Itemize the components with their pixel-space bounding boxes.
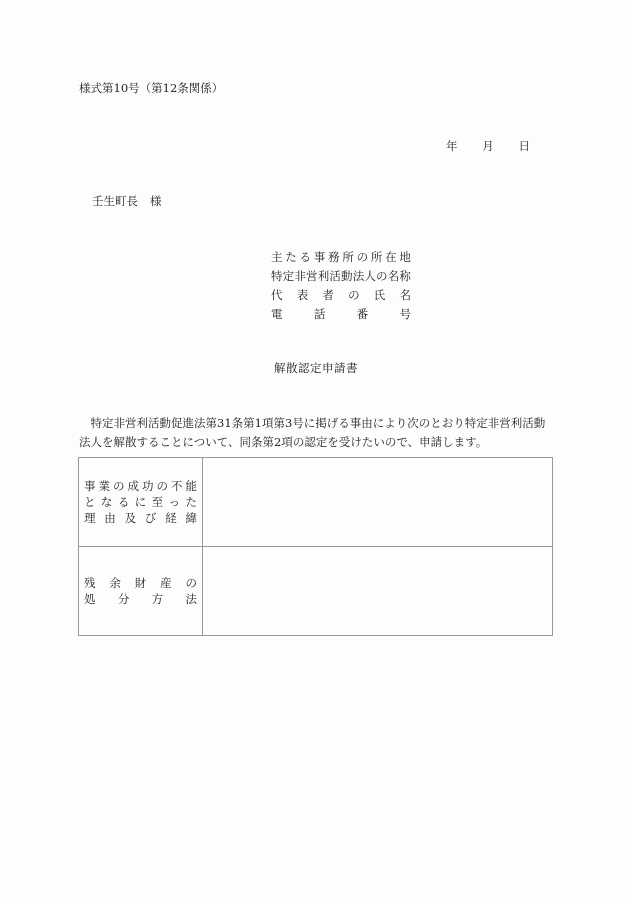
label-char: に <box>134 495 147 509</box>
asset-disposal-label-cell <box>79 547 203 636</box>
label-char: 地 <box>399 250 411 264</box>
label-char: 所 <box>370 250 383 264</box>
label-char: 所 <box>342 250 354 264</box>
body-line-2: 法人を解散することについて、同条第2項の認定を受けたいので、申請します。 <box>79 435 488 449</box>
applicant-representative-name <box>271 286 411 305</box>
reason-label-cell <box>79 458 203 547</box>
label-char: 法 <box>352 269 365 283</box>
label-char: 理 <box>84 511 96 525</box>
label-char: び <box>144 511 157 525</box>
label-char: 財 <box>134 576 147 590</box>
label-char: の <box>185 576 197 590</box>
label-char: 利 <box>317 269 330 283</box>
application-table <box>78 457 553 636</box>
label-char: 法 <box>185 592 197 606</box>
label-line <box>84 575 197 591</box>
applicant-phone-number <box>271 305 411 324</box>
label-char: の <box>356 250 369 264</box>
label-char: た <box>285 250 297 264</box>
label-char: 残 <box>84 576 96 590</box>
label-char: 号 <box>399 307 411 321</box>
label-char: 非 <box>294 269 306 283</box>
label-char: 業 <box>98 479 110 493</box>
addressee-honorific: 様 <box>150 194 162 208</box>
label-char: 余 <box>109 576 121 590</box>
label-char: 及 <box>124 511 137 525</box>
label-char: 定 <box>282 269 295 283</box>
label-char: 成 <box>127 479 139 493</box>
label-char: 代 <box>271 288 283 302</box>
body-line-1: 特定非営利活動促進法第31条第1項第3号に掲げる事由により次のとおり特定非営利活動 <box>90 416 546 430</box>
label-char: 者 <box>322 288 334 302</box>
applicant-office-address <box>271 248 411 267</box>
document-title: 解散認定申請書 <box>274 361 358 375</box>
label-char: な <box>100 495 113 509</box>
table-row-reason <box>79 458 553 547</box>
label-char: 活 <box>329 269 341 283</box>
label-char: 由 <box>104 511 116 525</box>
label-char: の <box>348 288 360 302</box>
label-char: 能 <box>185 479 197 493</box>
applicant-corporation-name <box>271 267 411 286</box>
addressee <box>92 193 162 209</box>
label-char: の <box>376 269 388 283</box>
label-char: 番 <box>356 307 369 321</box>
label-char: 表 <box>296 288 309 302</box>
label-char: 至 <box>151 495 164 509</box>
label-char: る <box>117 495 130 509</box>
label-char: 経 <box>165 511 177 525</box>
label-char: る <box>299 250 312 264</box>
label-char: 事 <box>84 479 96 493</box>
label-char: 分 <box>117 592 130 606</box>
label-char: の <box>113 479 125 493</box>
label-line <box>84 591 197 607</box>
label-char: 営 <box>306 269 318 283</box>
label-char: と <box>84 495 96 509</box>
label-line <box>84 510 197 526</box>
label-char: 功 <box>142 479 154 493</box>
label-char: 方 <box>151 592 164 606</box>
label-char: 主 <box>271 250 283 264</box>
addressee-name: 壬生町長 <box>92 194 138 208</box>
form-number: 様式第10号（第12条関係） <box>79 81 224 95</box>
label-line <box>84 478 197 494</box>
date-line <box>446 138 530 154</box>
reason-value-field[interactable] <box>203 458 553 547</box>
label-char: 動 <box>341 269 353 283</box>
year-label: 年 <box>446 139 458 153</box>
label-char: 処 <box>84 592 96 606</box>
label-char: っ <box>168 495 181 509</box>
month-label: 月 <box>482 139 494 153</box>
label-char: た <box>185 495 197 509</box>
label-char: 緯 <box>185 511 197 525</box>
table-row-asset-disposal <box>79 547 553 636</box>
label-char: の <box>156 479 168 493</box>
day-label: 日 <box>518 139 530 153</box>
label-char: 不 <box>171 479 183 493</box>
label-char: 特 <box>271 269 283 283</box>
label-char: 人 <box>364 269 376 283</box>
label-char: 氏 <box>373 288 386 302</box>
label-line <box>84 494 197 510</box>
label-char: 事 <box>313 250 326 264</box>
applicant-block <box>271 248 411 324</box>
label-char: 名 <box>387 269 400 283</box>
label-char: 在 <box>385 250 397 264</box>
label-char: 称 <box>399 269 411 283</box>
asset-disposal-value-field[interactable] <box>203 547 553 636</box>
document-body <box>79 414 555 452</box>
label-char: 電 <box>271 307 283 321</box>
label-char: 産 <box>160 576 172 590</box>
label-char: 務 <box>328 250 340 264</box>
label-char: 名 <box>399 288 411 302</box>
label-char: 話 <box>313 307 326 321</box>
